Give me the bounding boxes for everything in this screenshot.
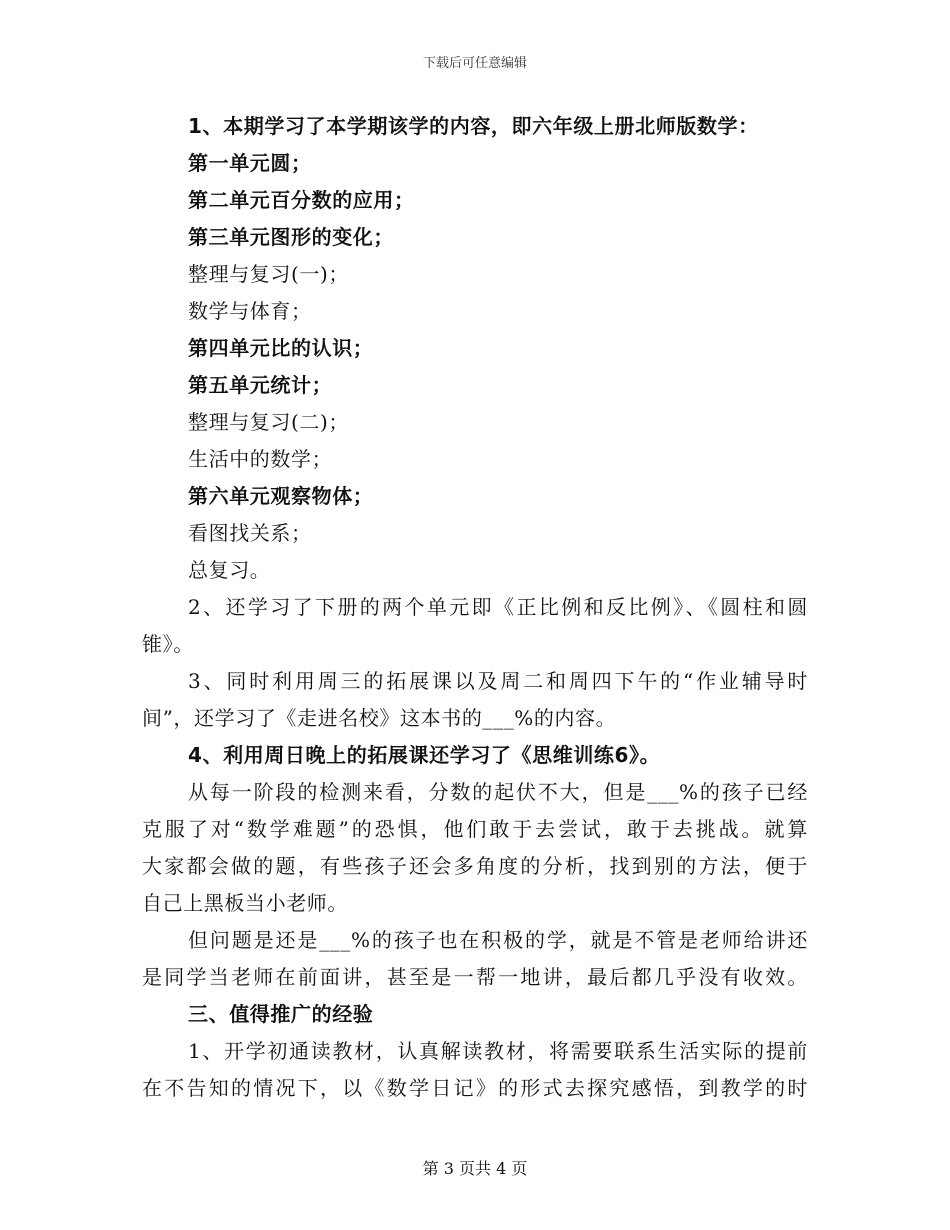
list-item-2-line-2: 锥》。 [142,632,194,656]
paragraph-2-line-1: 但问题是还是___%的孩子也在积极的学，就是不管是老师给讲还 [188,928,808,952]
paragraph-1-line-1: 从每一阶段的检测来看，分数的起伏不大，但是___%的孩子已经 [188,780,808,804]
unit-1-heading: 第一单元圆； [188,151,312,175]
page-footer: 第 3 页共 4 页 [422,1159,528,1178]
page-header: 下载后可任意编辑 [422,56,527,71]
find-relations-line: 看图找关系； [188,521,312,545]
list-item-2-line-1: 2、还学习了下册的两个单元即《正比例和反比例》、《圆柱和圆 [188,595,808,619]
review-1-line: 整理与复习(一)； [188,262,350,286]
general-review-line: 总复习。 [188,558,271,582]
paragraph-3-line-2: 在不告知的情况下，以《数学日记》的形式去探究感悟，到教学的时 [142,1076,808,1100]
unit-6-heading: 第六单元观察物体； [188,484,374,508]
paragraph-1-line-3: 大家都会做的题，有些孩子还会多角度的分析，找到别的方法，便于 [142,854,808,878]
list-item-4: 4、利用周日晚上的拓展课还学习了《思维训练6》。 [188,743,661,767]
math-in-life-line: 生活中的数学； [188,447,333,471]
unit-3-heading: 第三单元图形的变化； [188,225,394,249]
list-item-1: 1、本期学习了本学期该学的内容，即六年级上册北师版数学： [188,114,759,138]
list-item-3-line-1: 3、同时利用周三的拓展课以及周二和周四下午的“作业辅导时 [188,669,808,693]
review-2-line: 整理与复习(二)； [188,410,350,434]
section-3-heading: 三、值得推广的经验 [188,1002,374,1026]
math-sports-line: 数学与体育； [188,299,312,323]
paragraph-2-line-2: 是同学当老师在前面讲，甚至是一帮一地讲，最后都几乎没有收效。 [142,965,808,989]
unit-2-heading: 第二单元百分数的应用； [188,188,415,212]
unit-5-heading: 第五单元统计； [188,373,333,397]
paragraph-3-line-1: 1、开学初通读教材，认真解读教材，将需要联系生活实际的提前 [188,1039,808,1063]
paragraph-1-line-4: 自己上黑板当小老师。 [142,891,348,915]
paragraph-1-line-2: 克服了对“数学难题”的恐惧，他们敢于去尝试，敢于去挑战。就算 [142,817,808,841]
unit-4-heading: 第四单元比的认识； [188,336,374,360]
document-body [142,108,808,1107]
list-item-3-line-2: 间”，还学习了《走进名校》这本书的___%的内容。 [142,706,617,730]
